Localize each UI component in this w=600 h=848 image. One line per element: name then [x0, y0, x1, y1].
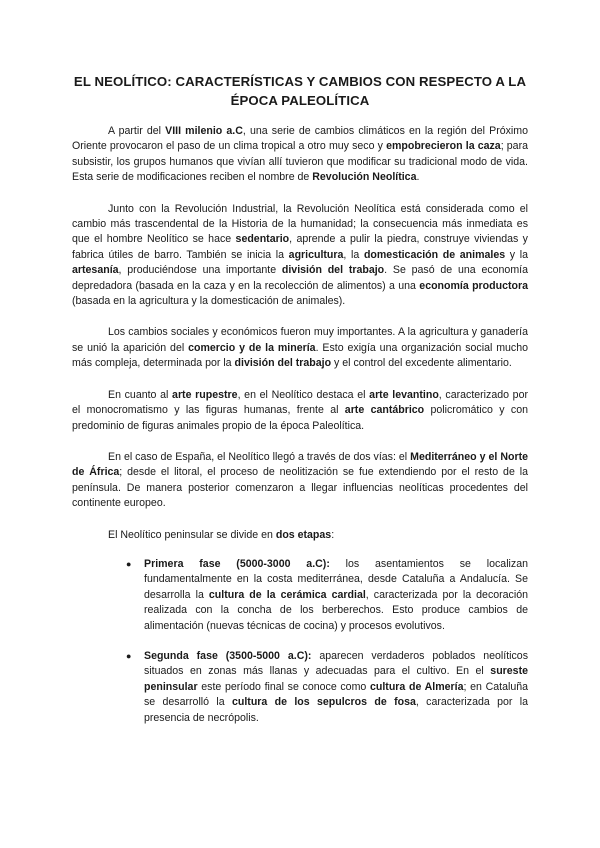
text-run: Los cambios sociales y económicos fueron muy importantes. A la agricultura y ganadería se unió la aparición del	[72, 326, 528, 354]
stages-list	[72, 557, 528, 726]
bold-term: dos etapas	[275, 528, 332, 541]
bold-term: cultura de Almería	[369, 680, 464, 693]
bold-term: Segunda fase (3500-5000 a.C):	[144, 649, 312, 662]
document-title: EL NEOLÍTICO: CARACTERÍSTICAS Y CAMBIOS CON RESPECTO A LA ÉPOCA PALEOLÍTICA	[73, 74, 527, 108]
bold-term: Revolución Neolítica	[312, 171, 417, 184]
text-run: aparecen verdaderos poblados neolíticos situados en zonas más llanas y adecuadas para el cultivo. En el	[144, 649, 528, 678]
text-run: ; en Cataluña se desarrolló la	[144, 680, 528, 709]
bold-term: cultura de los sepulcros de fosa	[231, 696, 416, 709]
document-body	[72, 124, 528, 741]
text-run: este período final se conoce como	[197, 680, 370, 693]
bold-term: cultura de la cerámica cardial	[208, 588, 366, 601]
bold-term: Primera fase (5000-3000 a.C):	[144, 557, 330, 570]
text-run: . Esto exigía una organización social mucho más compleja, determinada por la	[72, 341, 529, 370]
bold-term: arte cantábrico	[344, 404, 425, 417]
text-run: , caracterizada por la decoración realizada con la concha de los berberechos. Esto produce cambios de alimentación (nuevas técnicas de cocina) y procesos evolutivos.	[144, 588, 528, 632]
paragraph	[72, 202, 528, 310]
paragraph	[72, 325, 528, 371]
bold-term: agricultura	[288, 248, 344, 261]
bold-term: artesanía	[72, 264, 119, 277]
bullet-icon: ●	[126, 558, 132, 569]
paragraph	[72, 450, 528, 512]
stage-item	[72, 557, 528, 634]
text-run: ; para subsistir, los grupos humanos que vivían allí tuvieron que modificar su tradicional modo de vida. Esta serie de modificaciones reciben el nombre de	[72, 140, 528, 184]
bold-term: división del trabajo	[281, 264, 385, 277]
text-run: , una serie de cambios climáticos en la región del Próximo Oriente provocaron el paso de un clima tropical a otro muy seco y	[72, 125, 528, 153]
text-run: policromático y con predominio de figuras animales propio de la época Paleolítica.	[72, 404, 528, 432]
paragraph-list	[72, 124, 528, 543]
text-run: , produciéndose una importante	[118, 264, 282, 277]
text-run: los asentamientos se localizan fundamentalmente en la costa mediterránea, desde Cataluña a Andalucía. Se desarrolla la	[144, 557, 528, 601]
bullet-icon: ●	[126, 650, 132, 661]
text-run: Junto con la Revolución Industrial, la Revolución Neolítica está considerada como el cambio más trascendental de la Historia de la humanidad; la consecuencia más inmediata es que el hombre Neolítico se hace	[72, 202, 528, 246]
bold-term: VIII milenio a.C	[165, 125, 243, 137]
bold-term: economía productora	[419, 279, 528, 292]
text-run: ; desde el litoral, el proceso de neolitización se fue extendiendo por el resto de la península. De manera posterior comenzaron a llegar influencias neolíticas procedentes del continente europeo.	[72, 466, 528, 510]
text-run: , en el Neolítico destaca el	[237, 388, 370, 401]
text-run: (basada en la agricultura y la domesticación de animales).	[72, 295, 346, 308]
text-run: , aprende a pulir la piedra, construye viviendas y fabrica útiles de barro. También se inicia la	[72, 233, 528, 261]
text-run: . Se pasó de una economía depredadora (basada en la caza y en la recolección de alimentos) a una	[72, 264, 528, 292]
paragraph	[72, 124, 528, 186]
bold-term: arte levantino	[369, 388, 439, 401]
text-run: .	[416, 171, 420, 184]
bold-term: sureste peninsular	[144, 665, 528, 693]
text-run: , la	[343, 248, 364, 261]
bold-term: sedentario	[235, 233, 290, 246]
text-run: y el control del excedente alimentario.	[331, 357, 512, 370]
paragraph	[72, 388, 528, 434]
bold-term: domesticación de animales	[363, 248, 506, 261]
paragraph	[72, 528, 528, 543]
text-run: El Neolítico peninsular se divide en	[108, 528, 276, 541]
bold-term: empobrecieron la caza	[386, 140, 501, 153]
text-run: A partir del	[108, 125, 166, 137]
text-run: :	[331, 528, 335, 541]
bold-term: comercio y de la minería	[188, 341, 316, 354]
stage-item	[72, 649, 528, 726]
bold-term: división del trabajo	[234, 357, 332, 370]
text-run: En el caso de España, el Neolítico llegó a través de dos vías: el	[108, 450, 411, 463]
text-run: y la	[505, 248, 528, 261]
text-run: , caracterizado por el monocromatismo y las figuras humanas, frente al	[72, 388, 528, 417]
bold-term: arte rupestre	[172, 388, 238, 401]
text-run: En cuanto al	[108, 388, 173, 401]
text-run: , caracterizada por la presencia de necrópolis.	[144, 696, 528, 724]
bold-term: Mediterráneo y el Norte de África	[72, 450, 528, 479]
